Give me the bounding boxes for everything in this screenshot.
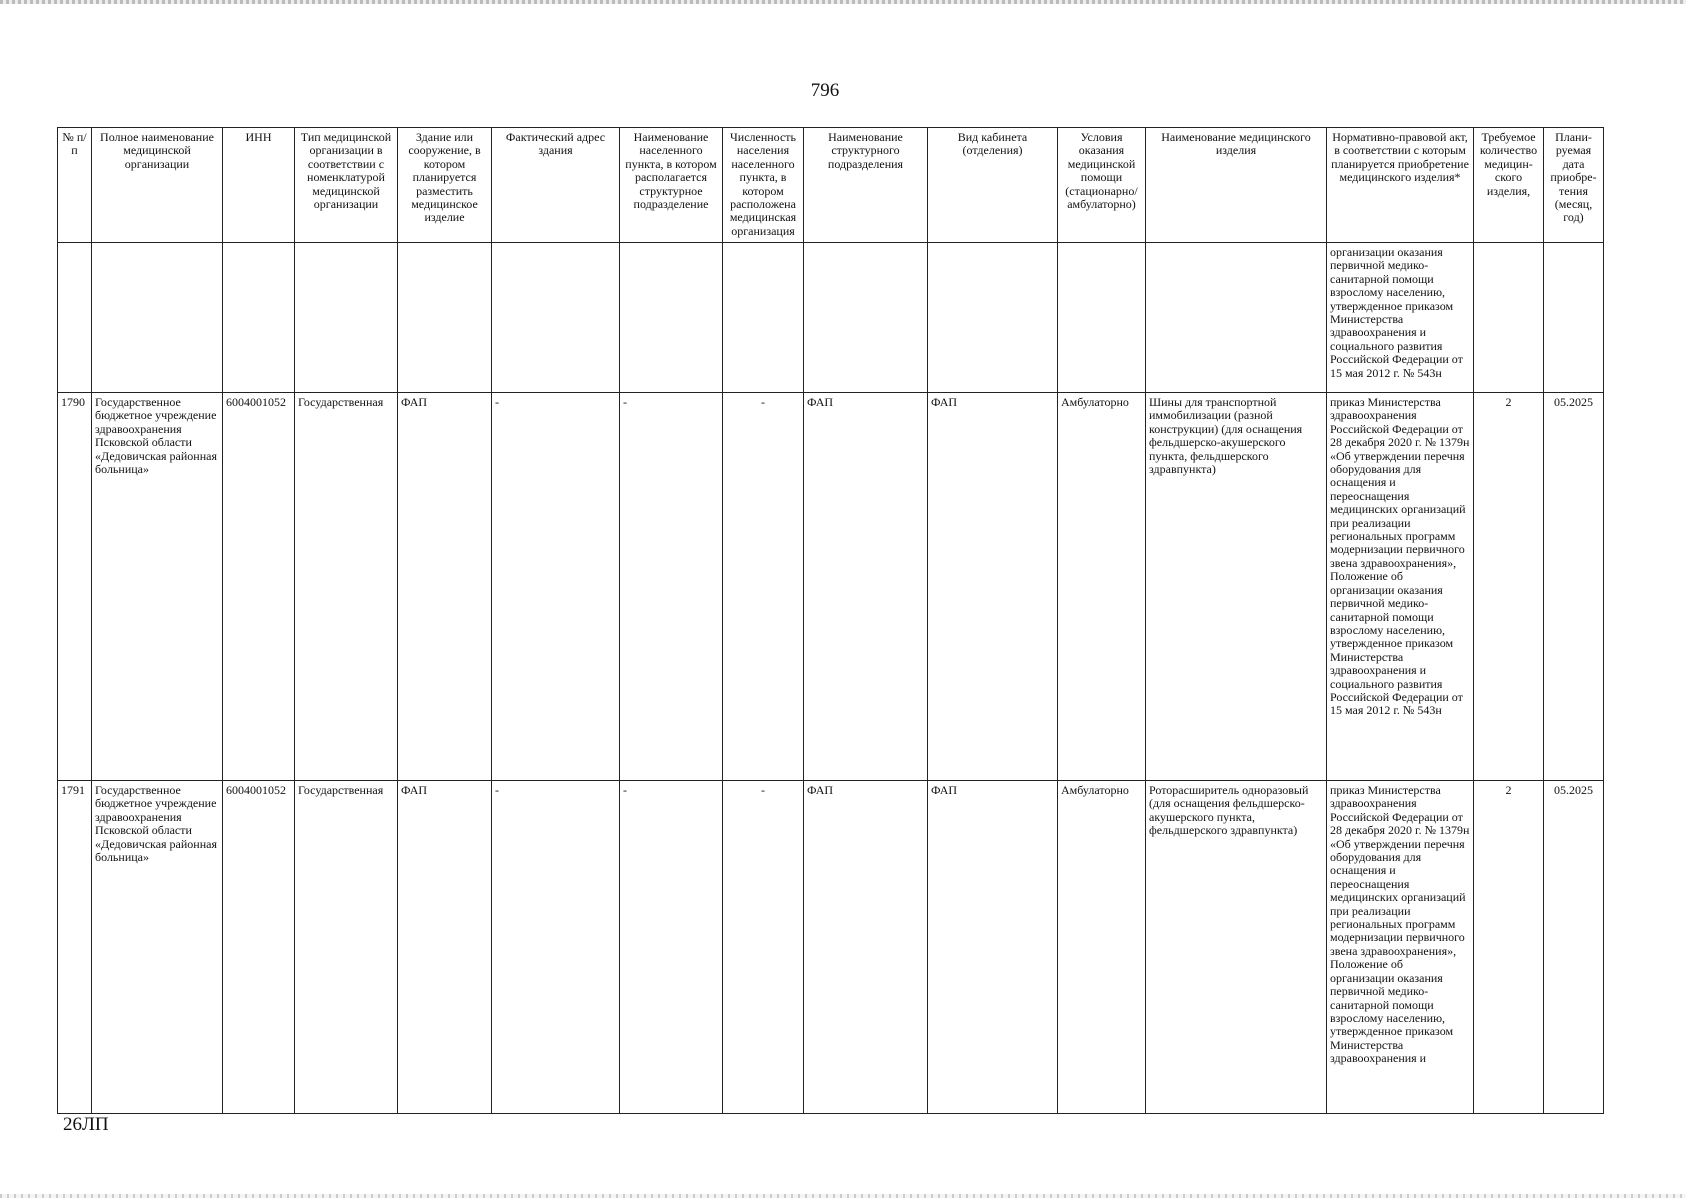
cell-device: Роторасширитель одноразовый (для оснащения фельдшерско-акушерского пункта, фельдшерского здравпункта) xyxy=(1146,781,1327,1114)
cell-inn: 6004001052 xyxy=(223,393,295,781)
header-legal-act: Нормативно-правовой акт, в соответствии с которым планируется приобретение медицинского изделия* xyxy=(1327,128,1474,243)
cell-conditions xyxy=(1058,243,1146,393)
cell-org xyxy=(92,243,223,393)
header-address: Фактический адрес здания xyxy=(492,128,620,243)
cell-quantity: 2 xyxy=(1474,781,1544,1114)
table-row xyxy=(58,393,1604,781)
header-population: Численность населения населенного пункта, в котором расположена медицинская организация xyxy=(723,128,804,243)
cell-date xyxy=(1544,243,1604,393)
cell-conditions: Амбулаторно xyxy=(1058,393,1146,781)
cell-cabinet: ФАП xyxy=(928,393,1058,781)
page-number: 796 xyxy=(810,80,840,101)
cell-org-type: Государственная xyxy=(295,393,398,781)
cell-org-type xyxy=(295,243,398,393)
header-device: Наименование медицинского изделия xyxy=(1146,128,1327,243)
cell-population: - xyxy=(723,781,804,1114)
footer-code: 26ЛП xyxy=(63,1114,109,1135)
cell-unit: ФАП xyxy=(804,781,928,1114)
header-org-type: Тип медицинской организации в соответствии с номенклатурой медицинской организации xyxy=(295,128,398,243)
cell-unit xyxy=(804,243,928,393)
header-org: Полное наименование медицинской организации xyxy=(92,128,223,243)
cell-building xyxy=(398,243,492,393)
cell-quantity: 2 xyxy=(1474,393,1544,781)
header-conditions: Условия оказания медицинской помощи (стационарно/ амбулаторно) xyxy=(1058,128,1146,243)
cell-inn xyxy=(223,243,295,393)
cell-org-type: Государственная xyxy=(295,781,398,1114)
header-unit: Наименование структурного подразделения xyxy=(804,128,928,243)
header-inn: ИНН xyxy=(223,128,295,243)
cell-locality: - xyxy=(620,781,723,1114)
header-cabinet: Вид кабинета (отделения) xyxy=(928,128,1058,243)
cell-cabinet: ФАП xyxy=(928,781,1058,1114)
cell-legal-act: приказ Министерства здравоохранения Российской Федерации от 28 декабря 2020 г. № 1379н «Об утверждении перечня оборудования для оснащения и переоснащения медицинских организаций при реализации региональных программ модернизации первичного звена здравоохранения», Положение об организации оказания первичной медико-санитарной помощи взрослому населению, утвержденное приказом Министерства здравоохранения и социального развития Российской Федерации от 15 мая 2012 г. № 543н xyxy=(1327,393,1474,781)
cell-building: ФАП xyxy=(398,393,492,781)
cell-device: Шины для транспортной иммобилизации (разной конструкции) (для оснащения фельдшерско-акушерского пункта, фельдшерского здравпункта) xyxy=(1146,393,1327,781)
header-building: Здание или сооружение, в котором планируется разместить медицинское изделие xyxy=(398,128,492,243)
cell-org: Государственное бюджетное учреждение здравоохранения Псковской области «Дедовичская районная больница» xyxy=(92,393,223,781)
cell-address: - xyxy=(492,393,620,781)
cell-date: 05.2025 xyxy=(1544,781,1604,1114)
cell-population xyxy=(723,243,804,393)
cell-unit: ФАП xyxy=(804,393,928,781)
header-num: № п/п xyxy=(58,128,92,243)
header-date: Плани-руемая дата приобре-тения (месяц, год) xyxy=(1544,128,1604,243)
cell-org: Государственное бюджетное учреждение здравоохранения Псковской области «Дедовичская районная больница» xyxy=(92,781,223,1114)
cell-date: 05.2025 xyxy=(1544,393,1604,781)
cell-device xyxy=(1146,243,1327,393)
cell-num: 1791 xyxy=(58,781,92,1114)
table-row-continuation xyxy=(58,243,1604,393)
cell-locality xyxy=(620,243,723,393)
cell-legal-act: приказ Министерства здравоохранения Российской Федерации от 28 декабря 2020 г. № 1379н «Об утверждении перечня оборудования для оснащения и переоснащения медицинских организаций при реализации региональных программ модернизации первичного звена здравоохранения», Положение об организации оказания первичной медико-санитарной помощи взрослому населению, утвержденное приказом Министерства здравоохранения и xyxy=(1327,781,1474,1114)
cell-quantity xyxy=(1474,243,1544,393)
table-header-row xyxy=(58,128,1604,243)
cell-legal-act: организации оказания первичной медико-санитарной помощи взрослому населению, утвержденное приказом Министерства здравоохранения и социального развития Российской Федерации от 15 мая 2012 г. № 543н xyxy=(1327,243,1474,393)
cell-locality: - xyxy=(620,393,723,781)
header-locality: Наименование населенного пункта, в котором располагается структурное подразделение xyxy=(620,128,723,243)
cell-num: 1790 xyxy=(58,393,92,781)
cell-inn: 6004001052 xyxy=(223,781,295,1114)
equipment-table xyxy=(57,127,1604,1114)
cell-address xyxy=(492,243,620,393)
cell-address: - xyxy=(492,781,620,1114)
header-quantity: Требуемое количество медицин-ского изделия, xyxy=(1474,128,1544,243)
cell-cabinet xyxy=(928,243,1058,393)
cell-conditions: Амбулаторно xyxy=(1058,781,1146,1114)
table-row xyxy=(58,781,1604,1114)
scan-edge-top xyxy=(0,0,1686,4)
cell-building: ФАП xyxy=(398,781,492,1114)
scan-edge-bottom xyxy=(0,1194,1686,1198)
cell-population: - xyxy=(723,393,804,781)
cell-num xyxy=(58,243,92,393)
